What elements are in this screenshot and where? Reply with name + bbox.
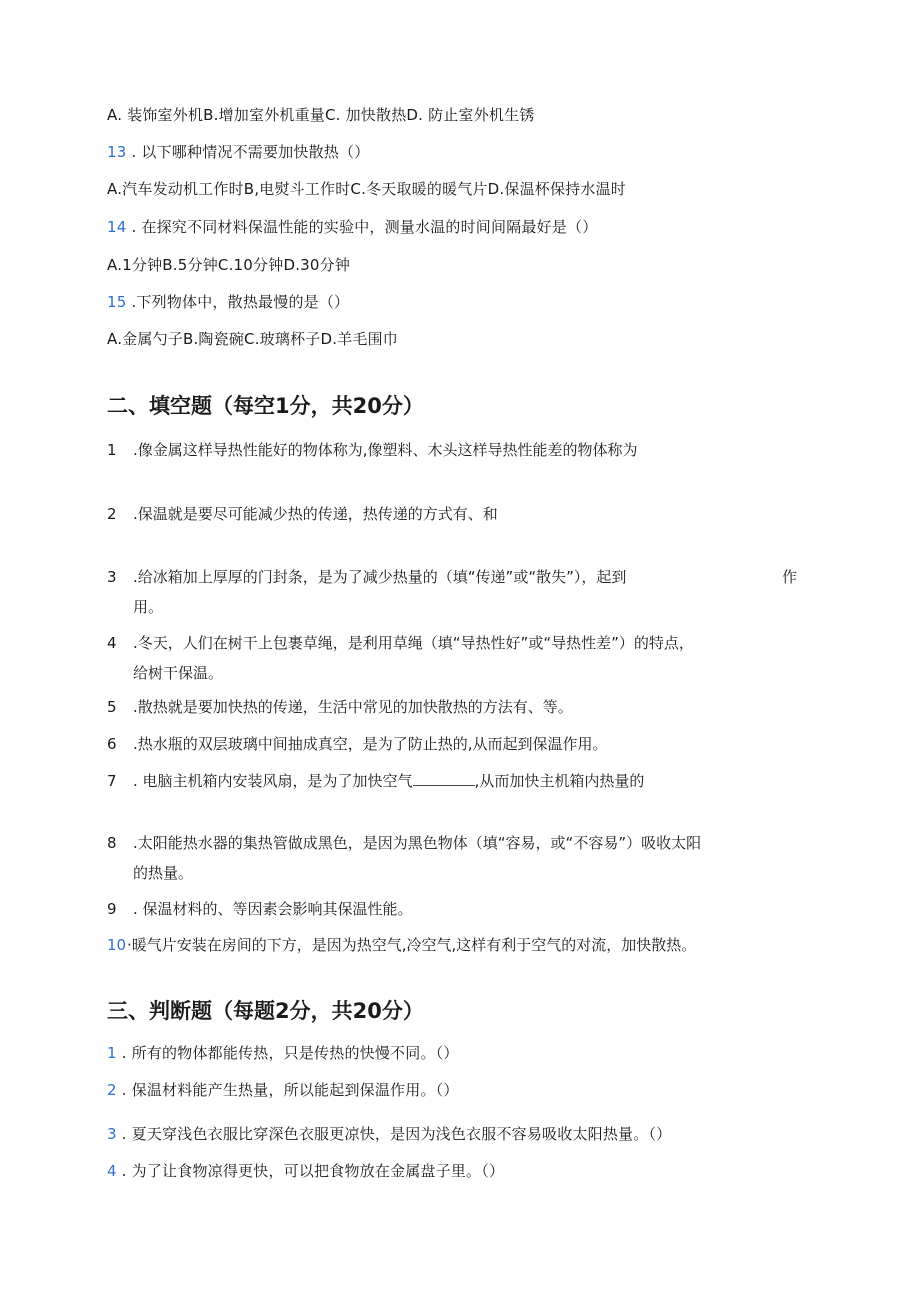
- fill-item-text-end: ,从而加快主机箱内热量的: [474, 772, 645, 790]
- fill-item-text-cont: 给树干保温。: [133, 664, 224, 682]
- fill-item-text: .太阳能热水器的集热管做成黑色，是因为黑色物体（填“容易，或“不容易”）吸收太阳: [133, 834, 702, 852]
- judge-item-4: [107, 1160, 504, 1182]
- fill-item-2: [107, 503, 807, 525]
- fill-item-number: 10: [107, 936, 127, 954]
- fill-item-8: [107, 832, 807, 884]
- fill-item-number: 1: [107, 441, 117, 459]
- fill-item-4: [107, 632, 807, 684]
- fill-item-text-cont: 的热量。: [133, 864, 194, 882]
- q13-options: A.汽车发动机工作时B,电熨斗工作时C.冬天取暖的暖气片D.保温杯保持水温时: [107, 180, 626, 198]
- fill-item-5: [107, 696, 807, 718]
- q13-number: 13: [107, 143, 127, 161]
- judge-item-text: . 保温材料能产生热量，所以能起到保温作用。（）: [121, 1081, 459, 1099]
- fill-item-7: [107, 770, 807, 792]
- fill-item-3: [107, 566, 797, 618]
- fill-item-1: [107, 439, 807, 461]
- fill-item-number: 5: [107, 698, 117, 716]
- q14-text: . 在探究不同材料保温性能的实验中，测量水温的时间间隔最好是（）: [131, 218, 598, 236]
- q14-number: 14: [107, 218, 127, 236]
- fill-item-9: [107, 898, 807, 920]
- fill-item-text: ·暖气片安装在房间的下方，是因为热空气,冷空气,这样有利于空气的对流，加快散热。: [127, 936, 697, 954]
- q15-options: A.金属勺子B.陶瓷碗C.玻璃杯子D.羊毛围巾: [107, 330, 398, 348]
- fill-item-text-cont: 用。: [133, 598, 164, 616]
- fill-item-number: 4: [107, 634, 117, 652]
- q15: [107, 291, 349, 313]
- judge-item-number: 3: [107, 1125, 117, 1143]
- fill-item-number: 6: [107, 735, 117, 753]
- fill-item-6: [107, 733, 807, 755]
- fill-item-text: . 电脑主机箱内安装风扇，是为了加快空气: [133, 772, 413, 790]
- q12-options: A. 装饰室外机B.增加室外机重量C. 加快散热D. 防止室外机生锈: [107, 106, 535, 124]
- fill-item-10: [107, 934, 807, 956]
- judge-item-text: . 为了让食物凉得更快，可以把食物放在金属盘子里。（）: [121, 1162, 505, 1180]
- judge-item-text: . 所有的物体都能传热，只是传热的快慢不同。（）: [121, 1044, 459, 1062]
- q15-number: 15: [107, 293, 127, 311]
- judge-item-text: . 夏天穿浅色衣服比穿深色衣服更凉快，是因为浅色衣服不容易吸收太阳热量。（）: [121, 1125, 672, 1143]
- q14-options: A.1分钟B.5分钟C.10分钟D.30分钟: [107, 256, 351, 274]
- fill-item-number: 7: [107, 772, 117, 790]
- judge-item-number: 1: [107, 1044, 117, 1062]
- fill-item-number: 3: [107, 568, 117, 586]
- judge-item-number: 4: [107, 1162, 117, 1180]
- answer-blank: [413, 771, 475, 786]
- fill-item-text: .像金属这样导热性能好的物体称为,像塑料、木头这样导热性能差的物体称为: [133, 441, 638, 459]
- fill-item-text-end: 作: [781, 568, 797, 586]
- judge-item-number: 2: [107, 1081, 117, 1099]
- fill-item-number: 9: [107, 900, 117, 918]
- fill-item-text: .热水瓶的双层玻璃中间抽成真空，是为了防止热的,从而起到保温作用。: [133, 735, 608, 753]
- fill-item-text: .冬天，人们在树干上包裹草绳，是利用草绳（填“导热性好”或“导热性差”）的特点，: [133, 634, 694, 652]
- q14: [107, 216, 597, 238]
- fill-item-text: .散热就是要加快热的传递，生活中常见的加快散热的方法有、等。: [133, 698, 573, 716]
- q13: [107, 141, 369, 163]
- fill-item-text: . 保温材料的、等因素会影响其保温性能。: [133, 900, 413, 918]
- judge-item-2: [107, 1079, 459, 1101]
- judge-section-heading: 三、判断题（每题2分，共20分）: [107, 999, 424, 1023]
- fill-item-number: 2: [107, 505, 117, 523]
- fill-item-text: .给冰箱加上厚厚的门封条，是为了减少热量的（填“传递”或“散失”），起到: [133, 568, 627, 586]
- judge-item-1: [107, 1042, 459, 1064]
- fill-item-text: .保温就是要尽可能减少热的传递，热传递的方式有、和: [133, 505, 498, 523]
- q13-text: . 以下哪种情况不需要加快散热（）: [131, 143, 370, 161]
- fill-item-number: 8: [107, 834, 117, 852]
- judge-item-3: [107, 1123, 671, 1145]
- fill-section-heading: 二、填空题（每空1分，共20分）: [107, 394, 424, 418]
- q15-text: .下列物体中，散热最慢的是（）: [131, 293, 350, 311]
